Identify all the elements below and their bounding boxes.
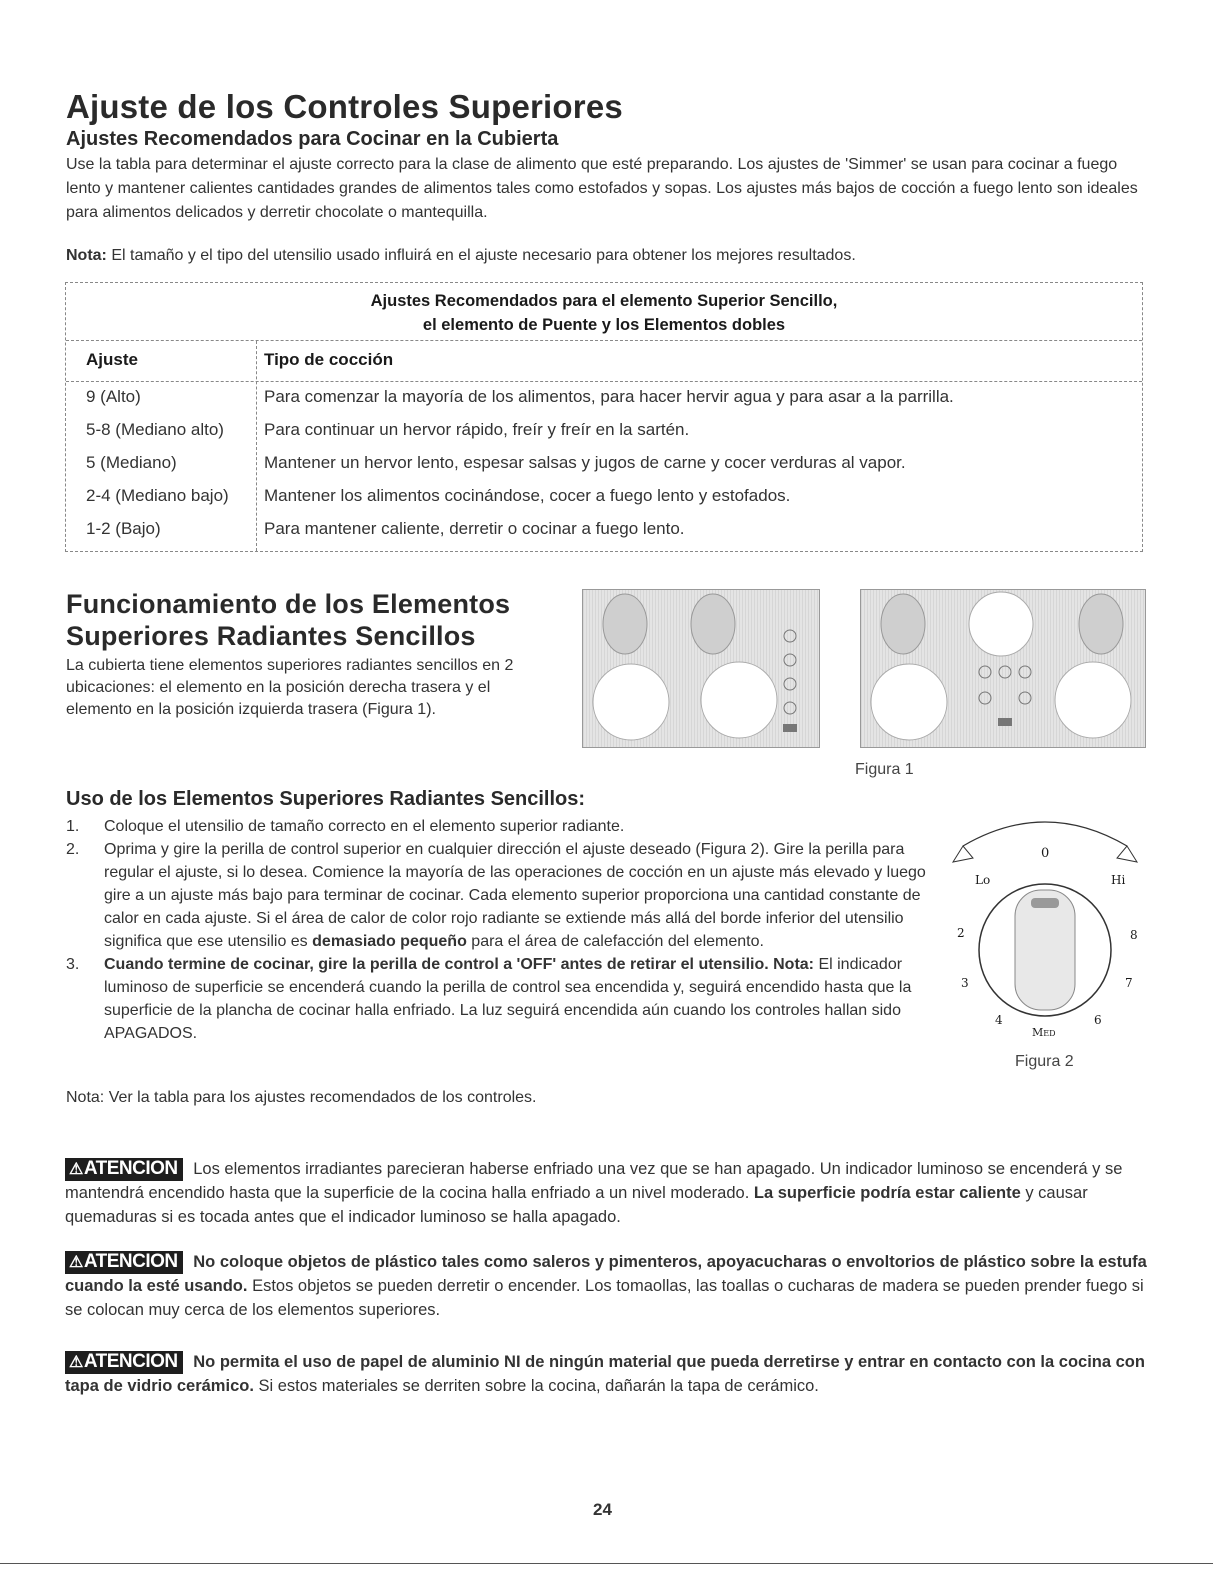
warning-triangle-icon: ⚠	[69, 1161, 83, 1178]
step-3-bold: Cuando termine de cocinar, gire la perilla de control a 'OFF' antes de retirar el utensilio. Nota:	[104, 956, 814, 973]
warning-2-bold: No coloque objetos de plástico tales como saleros y pimenteros, apoyacucharas o envoltorios de plástico sobre la estufa cuando la esté usando.	[65, 1253, 1147, 1295]
footer-rule	[0, 1563, 1213, 1564]
table-row	[66, 482, 1142, 515]
table-title	[66, 283, 1142, 341]
warning-triangle-icon: ⚠	[69, 1254, 83, 1271]
knob-label-hi: Hi	[1111, 873, 1126, 887]
cooktop-diagram-right	[860, 589, 1146, 748]
table-row	[66, 416, 1142, 449]
table-row	[66, 383, 1142, 416]
warning-triangle-icon: ⚠	[69, 1354, 83, 1371]
control-knob-diagram	[945, 810, 1145, 1045]
note-text: El tamaño y el tipo del utensilio usado influirá en el ajuste necesario para obtener los mejores resultados.	[111, 247, 856, 264]
warning-block-3	[65, 1350, 1150, 1398]
row-setting: 2-4 (Mediano bajo)	[86, 486, 229, 505]
note-paragraph	[66, 244, 1151, 268]
steps-list	[66, 815, 946, 1045]
warning-block-2	[65, 1250, 1150, 1322]
column-header-setting: Ajuste	[86, 350, 138, 369]
warning-badge: ⚠ATENCION	[65, 1158, 183, 1181]
figure-1-caption: Figura 1	[855, 761, 914, 778]
row-setting: 9 (Alto)	[86, 387, 141, 406]
section-heading-operation	[66, 588, 510, 652]
list-item: 2. Oprima y gire la perilla de control superior en cualquier dirección el ajuste deseado (Figura 2). Gire la perilla para regular el ajuste, si lo desea. Comience la mayoría de las operaciones de cocción en un ajuste más elevado y luego gire a un ajuste más bajo para terminar de cocinar. Cada elemento superior proporciona una cantidad constante de calor en cada ajuste. Si el área de calor de color rojo radiante se extiende más allá del borde inferior del utensilio significa que ese utensilio es demasiado pequeño para el área de calefacción del elemento.	[66, 841, 926, 950]
table-reference-note: Nota: Ver la tabla para los ajustes recomendados de los controles.	[66, 1089, 537, 1106]
row-setting: 1-2 (Bajo)	[86, 519, 161, 538]
step-2-text: Oprima y gire la perilla de control superior en cualquier dirección el ajuste deseado (Figura 2). Gire la perilla para regular el ajuste, si lo desea. Comience la mayoría de las operaciones de cocción en un ajuste más elevado y luego gire a un ajuste más bajo para terminar de cocinar. Cada elemento superior proporciona una cantidad constante de calor en cada ajuste. Si el área de calor de color rojo radiante se extiende más allá del borde inferior del utensilio significa que ese utensilio es	[104, 841, 926, 950]
intro-paragraph: Use la tabla para determinar el ajuste correcto para la clase de alimento que esté preparando. Los ajustes de 'Simmer' se usan para cocinar a fuego lento y mantener calientes cantidades grandes de alimentos tales como estofados y sopas. Los ajustes más bajos de cocción a fuego lento son ideales para alimentos delicados y derretir chocolate o mantequilla.	[66, 156, 1138, 221]
row-use: Para mantener caliente, derretir o cocinar a fuego lento.	[264, 519, 685, 538]
knob-label-3: 3	[961, 976, 969, 990]
section-heading-line2: Superiores Radiantes Sencillos	[66, 621, 476, 651]
step-1-text: Coloque el utensilio de tamaño correcto en el elemento superior radiante.	[104, 818, 625, 835]
warning-1-bold: La superficie podría estar caliente	[753, 1184, 1021, 1202]
page-title: Ajuste de los Controles Superiores	[66, 88, 623, 125]
step-2-tail: para el área de calefacción del elemento.	[471, 933, 764, 950]
section-heading-recommended: Ajustes Recomendados para Cocinar en la Cubierta	[66, 128, 559, 150]
warning-1-text: Los elementos irradiantes parecieran haberse enfriado una vez que se han apagado. Un indicador luminoso se encenderá y se mantendrá encendido hasta que la superficie de la cocina halla enfriado a un nivel moderado.	[65, 1160, 1123, 1202]
row-use: Mantener los alimentos cocinándose, cocer a fuego lento y estofados.	[264, 486, 791, 505]
list-item: 3. Cuando termine de cocinar, gire la perilla de control a 'OFF' antes de retirar el utensilio. Nota: El indicador luminoso de superficie se encenderá cuando la perilla de control sea encendida y, seguirá encendido hasta que la superficie de la plancha de cocinar halla enfriado. La luz seguirá encendida aún cuando los controles hallan sido APAGADOS.	[66, 956, 912, 1042]
row-setting: 5 (Mediano)	[86, 453, 177, 472]
knob-label-8: 8	[1130, 928, 1138, 942]
knob-label-lo: Lo	[975, 873, 991, 887]
knob-label-2: 2	[957, 926, 965, 940]
warning-1-tail: y causar quemaduras si es tocada antes que el indicador luminoso se halla apagado.	[65, 1184, 1088, 1226]
step-2-bold: demasiado pequeño	[312, 933, 467, 950]
knob-label-6: 6	[1094, 1013, 1102, 1027]
operation-paragraph: La cubierta tiene elementos superiores radiantes sencillos en 2 ubicaciones: el elemento en la posición derecha trasera y el elemento en la posición izquierda trasera (Figura 1).	[66, 657, 514, 718]
note-label: Nota:	[66, 247, 107, 264]
warning-2-text: Estos objetos se pueden derretir o encender. Los tomaollas, las toallas o cucharas de madera se pueden prender fuego si se colocan muy cerca de los elementos superiores.	[65, 1277, 1144, 1319]
warning-badge: ⚠ATENCION	[65, 1351, 183, 1374]
table-title-line1: Ajustes Recomendados para el elemento Superior Sencillo,	[370, 292, 838, 310]
settings-table	[65, 282, 1143, 552]
step-3-text: El indicador luminoso de superficie se encenderá cuando la perilla de control sea encendida y, seguirá encendido hasta que la superficie de la plancha de cocinar halla enfriado. La luz seguirá encendida aún cuando los controles hallan sido APAGADOS.	[104, 956, 912, 1042]
knob-label-med: Med	[1032, 1026, 1056, 1039]
knob-label-off: 0	[1041, 846, 1050, 861]
table-header-row	[66, 341, 1142, 382]
warning-3-bold: No permita el uso de papel de aluminio NI de ningún material que pueda derretirse y entrar en contacto con la cocina con tapa de vidrio cerámico.	[65, 1353, 1145, 1395]
list-item: 1. Coloque el utensilio de tamaño correcto en el elemento superior radiante.	[66, 818, 625, 835]
table-row	[66, 449, 1142, 482]
cooktop-diagram-left	[582, 589, 820, 748]
section-heading-use: Uso de los Elementos Superiores Radiantes Sencillos:	[66, 788, 586, 810]
warning-3-text: Si estos materiales se derriten sobre la cocina, dañarán la tapa de cerámico.	[258, 1377, 819, 1395]
warning-badge: ⚠ATENCION	[65, 1251, 183, 1274]
section-heading-line1: Funcionamiento de los Elementos	[66, 589, 511, 619]
row-use: Mantener un hervor lento, espesar salsas y jugos de carne y cocer verduras al vapor.	[264, 453, 906, 472]
row-setting: 5-8 (Mediano alto)	[86, 420, 224, 439]
table-row	[66, 515, 1142, 548]
page-number: 24	[593, 1500, 612, 1519]
figure-2-caption: Figura 2	[1015, 1053, 1074, 1070]
knob-label-7: 7	[1125, 976, 1133, 990]
row-use: Para comenzar la mayoría de los alimentos, para hacer hervir agua y para asar a la parrilla.	[264, 387, 954, 406]
column-header-cooking-type: Tipo de cocción	[264, 350, 394, 369]
warning-block-1	[65, 1157, 1150, 1229]
knob-label-4: 4	[995, 1013, 1003, 1027]
table-title-line2: el elemento de Puente y los Elementos dobles	[422, 316, 786, 334]
row-use: Para continuar un hervor rápido, freír y freír en la sartén.	[264, 420, 690, 439]
